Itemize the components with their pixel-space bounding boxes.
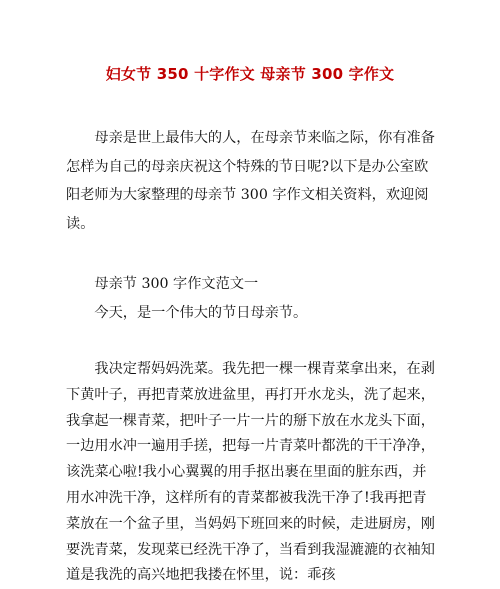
section-opening: 今天，是一个伟大的节日母亲节。 — [94, 304, 308, 321]
intro-paragraph — [66, 124, 440, 238]
story-paragraph — [66, 357, 440, 589]
intro-text: 母亲是世上最伟大的人，在母亲节来临之际，你有准备怎样为自己的母亲庆祝这个特殊的节日呢?以下是办公室欧阳老师为大家整理的母亲节 300 字作文相关资料，欢迎阅读。 — [66, 130, 435, 232]
section-heading-block — [66, 270, 440, 327]
section-heading: 母亲节 300 字作文范文一 — [94, 276, 259, 292]
document-body — [66, 124, 440, 589]
story-text: 我决定帮妈妈洗菜。我先把一棵一棵青菜拿出来，在剥下黄叶子，再把青菜放进盆里，再打开水龙头，洗了起来，我拿起一棵青菜，把叶子一片一片的掰下放在水龙头下面，一边用水冲一遍用手搓，把每一片青菜叶都洗的干干净净，该洗菜心啦!我小心翼翼的用手抠出裹在里面的脏东西，并用水冲洗干净，这样所有的青菜都被我洗干净了!我再把青菜放在一个盆子里，当妈妈下班回来的时候，走进厨房，刚要洗青菜，发现菜已经洗干净了，当看到我湿漉漉的衣袖知道是我洗的高兴地把我搂在怀里，说：乖孩 — [66, 361, 435, 584]
document-title: 妇女节 350 十字作文 母亲节 300 字作文 — [105, 65, 395, 83]
